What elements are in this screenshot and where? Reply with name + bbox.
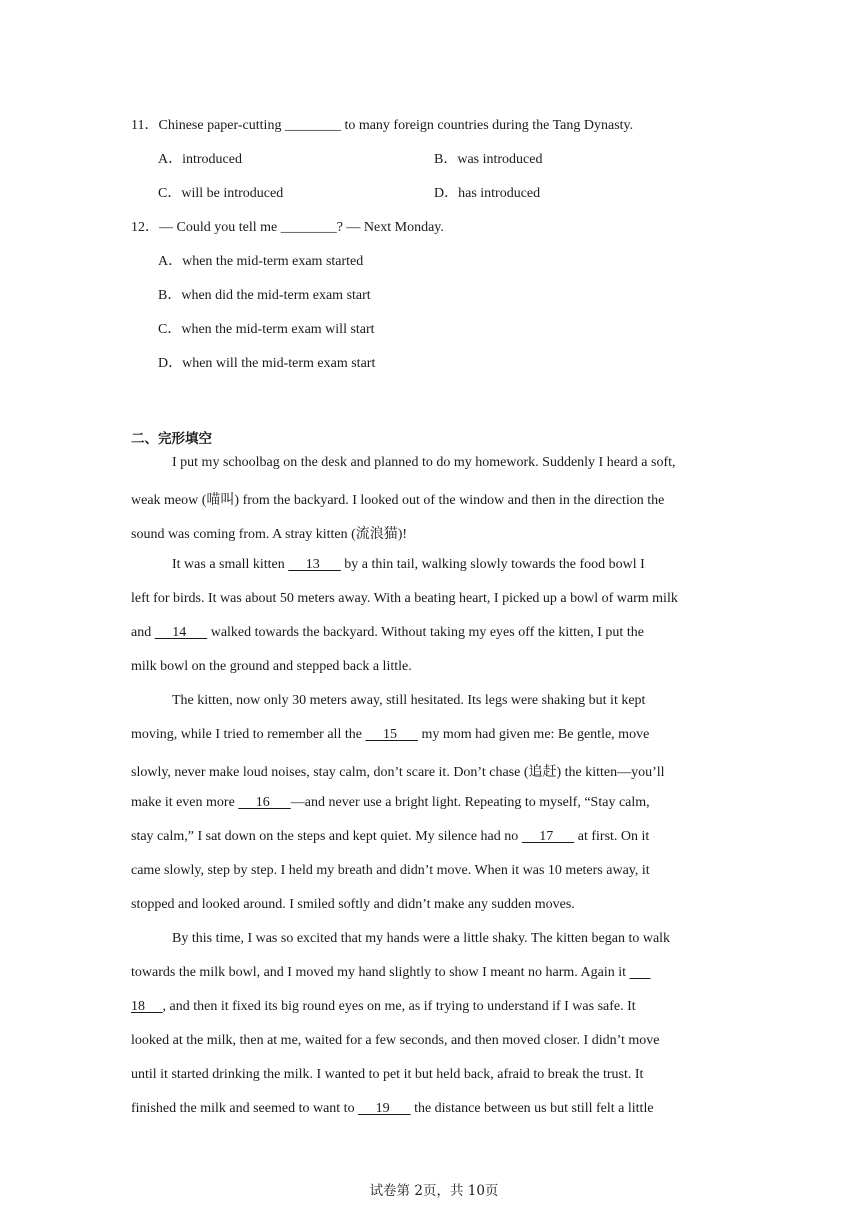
passage-text: , and then it fixed its big round eyes on me, as if trying to understand if I was safe. It — [162, 999, 636, 1014]
passage-line: milk bowl on the ground and stepped back a little. — [131, 659, 412, 674]
section-title: 二、完形填空 — [131, 431, 212, 447]
passage-text: moving, while I tried to remember all the — [131, 727, 366, 742]
passage-text: finished the milk and seemed to want to — [131, 1101, 359, 1116]
passage-text: walked towards the backyard. Without taking my eyes off the kitten, I put the — [207, 625, 644, 640]
passage-text: towards the milk bowl, and I moved my hand slightly to show I meant no harm. Again it — [131, 965, 630, 980]
passage-line: The kitten, now only 30 meters away, still hesitated. Its legs were shaking but it kept — [172, 693, 646, 708]
passage-text: and — [131, 625, 155, 640]
passage-line: weak meow (喵叫) from the backyard. I looked out of the window and then in the direction the — [131, 493, 665, 508]
question-11-option-d: D．has introduced — [434, 186, 541, 201]
passage-line — [131, 1101, 654, 1117]
passage-line — [172, 557, 645, 573]
question-12-option-b: B．when did the mid-term exam start — [158, 288, 371, 303]
passage-text: by a thin tail, walking slowly towards the food bowl I — [340, 557, 645, 572]
passage-text: stay calm,” I sat down on the steps and kept quiet. My silence had no — [131, 829, 522, 844]
passage-text: It was a small kitten — [172, 557, 289, 572]
question-12-option-a: A．when the mid-term exam started — [158, 254, 364, 269]
passage-text: at first. On it — [574, 829, 650, 844]
passage-text: —and never use a bright light. Repeating to myself, “Stay calm, — [290, 795, 650, 810]
question-11-option-c: C．will be introduced — [158, 186, 284, 201]
question-11-option-a: A．introduced — [158, 152, 242, 167]
passage-line: sound was coming from. A stray kitten (流浪猫)! — [131, 527, 408, 542]
passage-line — [131, 795, 650, 811]
passage-text: make it even more — [131, 795, 239, 810]
blank-16[interactable]: 16 — [238, 795, 291, 810]
question-12-option-c: C．when the mid-term exam will start — [158, 322, 375, 337]
passage-line: until it started drinking the milk. I wanted to pet it but held back, afraid to break the trust. It — [131, 1067, 644, 1082]
passage-line: By this time, I was so excited that my hands were a little shaky. The kitten began to walk — [172, 931, 671, 946]
passage-line — [131, 965, 651, 981]
passage-line — [131, 625, 644, 641]
page-footer: 试卷第 2页，共 10页 — [369, 1183, 499, 1199]
passage-line: came slowly, step by step. I held my breath and didn’t move. When it was 10 meters away, it — [131, 863, 650, 878]
question-11-option-b: B．was introduced — [434, 152, 543, 167]
passage-line: I put my schoolbag on the desk and planned to do my homework. Suddenly I heard a soft, — [172, 455, 676, 470]
passage-line: left for birds. It was about 50 meters away. With a beating heart, I picked up a bowl of warm milk — [131, 591, 678, 606]
passage-line: looked at the milk, then at me, waited for a few seconds, and then moved closer. I didn’t move — [131, 1033, 660, 1048]
passage-text: my mom had given me: Be gentle, move — [417, 727, 650, 742]
passage-line: stopped and looked around. I smiled softly and didn’t make any sudden moves. — [131, 897, 575, 912]
passage-line — [131, 999, 636, 1015]
blank-17[interactable]: 17 — [521, 829, 575, 844]
blank-15[interactable]: 15 — [365, 727, 418, 742]
question-12-option-d: D．when will the mid-term exam start — [158, 356, 376, 371]
blank-19[interactable]: 19 — [358, 1101, 411, 1116]
passage-line — [131, 727, 649, 743]
blank-14[interactable]: 14 — [154, 625, 208, 640]
question-12-stem: 12．— Could you tell me ________? — Next Monday. — [131, 220, 444, 235]
blank-18-start[interactable] — [630, 965, 651, 981]
blank-13[interactable]: 13 — [288, 557, 341, 572]
passage-line — [131, 829, 649, 845]
passage-text: the distance between us but still felt a little — [410, 1101, 654, 1116]
blank-18[interactable]: 18 — [131, 999, 163, 1014]
question-11-stem: 11．Chinese paper-cutting ________ to many foreign countries during the Tang Dynasty. — [131, 118, 634, 133]
passage-line: slowly, never make loud noises, stay calm, don’t scare it. Don’t chase (追赶) the kitten—you’ll — [131, 765, 665, 780]
